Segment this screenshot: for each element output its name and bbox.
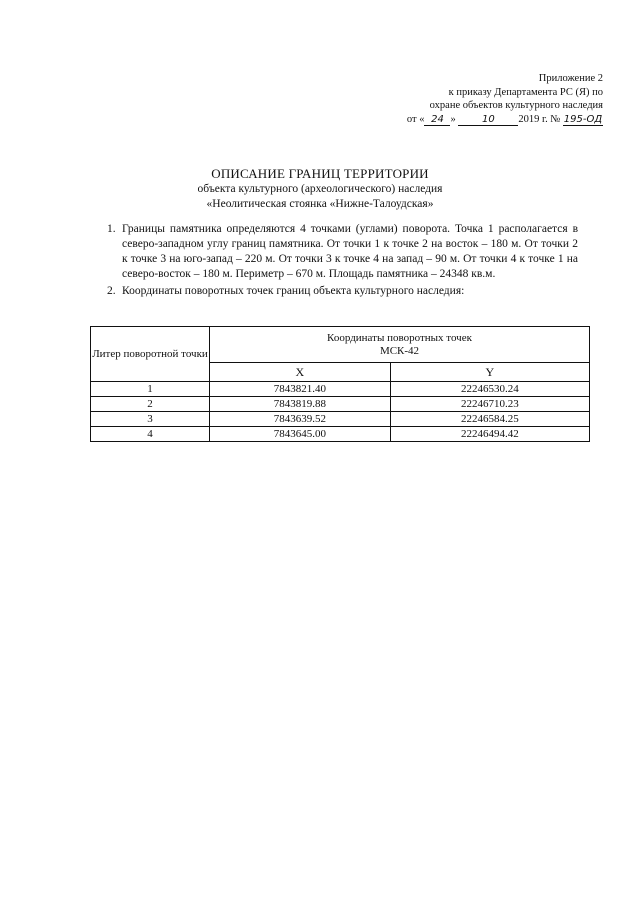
cell-point: 3 bbox=[91, 412, 210, 427]
cell-x: 7843821.40 bbox=[210, 382, 391, 397]
document-subtitle-2: «Неолитическая стоянка «Нижне-Талоудская» bbox=[206, 198, 434, 210]
table-row bbox=[91, 412, 590, 427]
list-item-number: 1. bbox=[107, 223, 116, 235]
header-y: Y bbox=[390, 363, 589, 382]
document-title: ОПИСАНИЕ ГРАНИЦ ТЕРРИТОРИИ bbox=[211, 166, 429, 181]
coordinates-table bbox=[90, 326, 590, 442]
header-x: X bbox=[210, 363, 391, 382]
header-coordinates bbox=[210, 327, 590, 363]
list-item-text: Координаты поворотных точек границ объекта культурного наследия: bbox=[122, 285, 465, 297]
list-item bbox=[100, 284, 578, 299]
cell-y: 22246584.25 bbox=[390, 412, 589, 427]
appendix-department-line: охране объектов культурного наследия bbox=[429, 100, 603, 111]
cell-x: 7843819.88 bbox=[210, 397, 391, 412]
date-prefix: от « bbox=[406, 113, 425, 125]
date-year: 2019 г. № bbox=[518, 113, 561, 125]
header-liter: Литер поворотной точки bbox=[91, 327, 210, 382]
appendix-order-line: к приказу Департамента РС (Я) по bbox=[448, 86, 603, 98]
date-quote-close: » bbox=[450, 113, 456, 125]
cell-x: 7843645.00 bbox=[210, 427, 391, 442]
table-row bbox=[91, 382, 590, 397]
date-day: 24 bbox=[424, 114, 450, 126]
header-coordinates-line2: МСК-42 bbox=[379, 344, 420, 357]
cell-point: 4 bbox=[91, 427, 210, 442]
list-item-number: 2. bbox=[107, 285, 116, 297]
date-month: 10 bbox=[458, 114, 518, 126]
appendix-block bbox=[343, 72, 603, 126]
list-item-text: Границы памятника определяются 4 точками (углами) поворота. Точка 1 располагается в северо-западном углу границ памятника. От точки 1 к точке 2 на восток – 180 м. От точки 2 к точке 3 на юго-запад – 220 м. От точки 3 к точке 4 на запад – 90 м. От точки 4 к точке 1 на северо-восток – 180 м. Периметр – 670 м. Площадь памятника – 24348 кв.м. bbox=[122, 223, 578, 280]
content-list bbox=[100, 222, 578, 299]
appendix-title: Приложение 2 bbox=[538, 73, 603, 84]
cell-point: 2 bbox=[91, 397, 210, 412]
cell-y: 22246710.23 bbox=[390, 397, 589, 412]
table-row bbox=[91, 427, 590, 442]
document-subtitle-1: объекта культурного (археологического) наследия bbox=[197, 183, 443, 195]
title-block bbox=[0, 166, 640, 212]
list-item bbox=[100, 222, 578, 282]
cell-y: 22246530.24 bbox=[390, 382, 589, 397]
appendix-date-line bbox=[343, 113, 603, 127]
table-row bbox=[91, 397, 590, 412]
order-number: 195-ОД bbox=[563, 113, 603, 125]
cell-point: 1 bbox=[91, 382, 210, 397]
cell-y: 22246494.42 bbox=[390, 427, 589, 442]
cell-x: 7843639.52 bbox=[210, 412, 391, 427]
header-coordinates-line1: Координаты поворотных точек bbox=[327, 331, 472, 344]
